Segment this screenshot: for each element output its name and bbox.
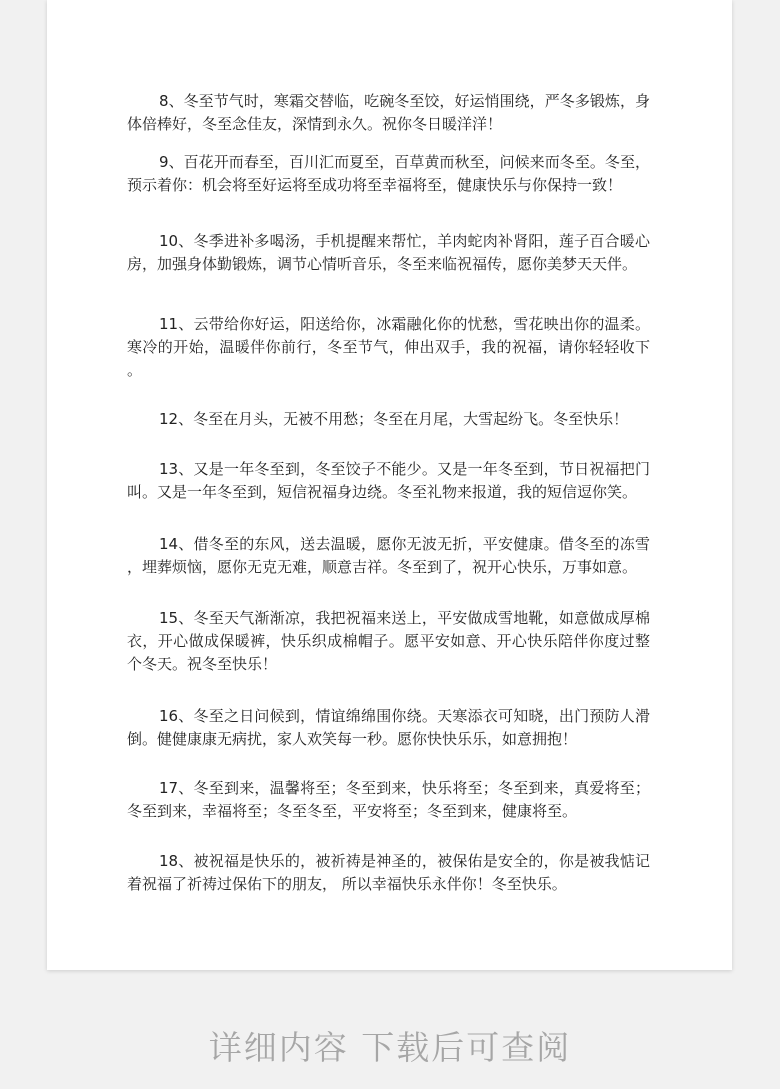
greeting-paragraph	[127, 607, 650, 676]
greeting-paragraph	[127, 90, 650, 136]
paragraph-line: 14、借冬至的东风，送去温暖，愿你无波无折，平安健康。借冬至的冻雪	[159, 535, 650, 553]
paragraph-line: 11、云带给你好运，阳送给你，冰霜融化你的忧愁，雪花映出你的温柔。	[159, 315, 650, 333]
greeting-paragraph	[127, 151, 650, 197]
paragraph-line: 叫。又是一年冬至到，短信祝福身边绕。冬至礼物来报道，我的短信逗你笑。	[127, 483, 638, 501]
paragraph-line: 15、冬至天气渐渐凉，我把祝福来送上，平安做成雪地靴，如意做成厚棉	[159, 609, 650, 627]
paragraph-line: 17、冬至到来，温馨将至；冬至到来，快乐将至；冬至到来，真爱将至；	[159, 779, 650, 797]
paragraph-line: 16、冬至之日问候到，情谊绵绵围你绕。天寒添衣可知晓，出门预防人滑	[159, 707, 650, 725]
greeting-paragraph	[127, 533, 650, 579]
paragraph-line: 13、又是一年冬至到，冬至饺子不能少。又是一年冬至到，节日祝福把门	[159, 460, 650, 478]
greeting-paragraph	[127, 777, 650, 823]
paragraph-line: ，埋葬烦恼，愿你无克无难，顺意吉祥。冬至到了，祝开心快乐，万事如意。	[127, 558, 638, 576]
greeting-paragraph	[127, 313, 650, 382]
paragraph-line: 体倍棒好，冬至念佳友，深情到永久。祝你冬日暖洋洋！	[127, 115, 503, 133]
paragraph-line: 。	[127, 361, 143, 379]
paragraph-line: 10、冬季进补多喝汤，手机提醒来帮忙，羊肉蛇肉补肾阳，莲子百合暖心	[159, 232, 650, 250]
download-hint[interactable]: 详细内容 下载后可查阅	[208, 1028, 572, 1067]
paragraph-line: 18、被祝福是快乐的，被祈祷是神圣的，被保佑是安全的，你是被我惦记	[159, 852, 650, 870]
paragraph-line: 预示着你：机会将至好运将至成功将至幸福将至，健康快乐与你保持一致！	[127, 176, 623, 194]
paragraph-line: 8、冬至节气时，寒霜交替临，吃碗冬至饺，好运悄围绕，严冬多锻炼，身	[159, 92, 650, 110]
paragraph-line: 房，加强身体勤锻炼，调节心情听音乐，冬至来临祝福传，愿你美梦天天伴。	[127, 255, 638, 273]
greeting-paragraph	[127, 458, 650, 504]
paragraph-line: 着祝福了祈祷过保佑下的朋友， 所以幸福快乐永伴你！冬至快乐。	[127, 875, 567, 893]
greeting-paragraph	[127, 408, 650, 431]
paragraph-line: 衣，开心做成保暖裤，快乐织成棉帽子。愿平安如意、开心快乐陪伴你度过整	[127, 632, 650, 650]
paragraph-line: 冬至到来，幸福将至；冬至冬至，平安将至；冬至到来，健康将至。	[127, 802, 578, 820]
paragraph-line: 寒冷的开始，温暖伴你前行，冬至节气，伸出双手，我的祝福，请你轻轻收下	[127, 338, 650, 356]
paragraph-line: 9、百花开而春至，百川汇而夏至，百草黄而秋至，问候来而冬至。冬至，	[159, 153, 650, 171]
greeting-paragraph	[127, 705, 650, 751]
paragraph-line: 倒。健健康康无病扰，家人欢笑每一秒。愿你快快乐乐，如意拥抱！	[127, 730, 578, 748]
paragraph-line: 12、冬至在月头，无被不用愁；冬至在月尾，大雪起纷飞。冬至快乐！	[159, 410, 629, 428]
document-page	[47, 0, 732, 970]
paragraph-line: 个冬天。祝冬至快乐！	[127, 655, 278, 673]
greeting-paragraph	[127, 850, 650, 896]
greeting-paragraph	[127, 230, 650, 276]
